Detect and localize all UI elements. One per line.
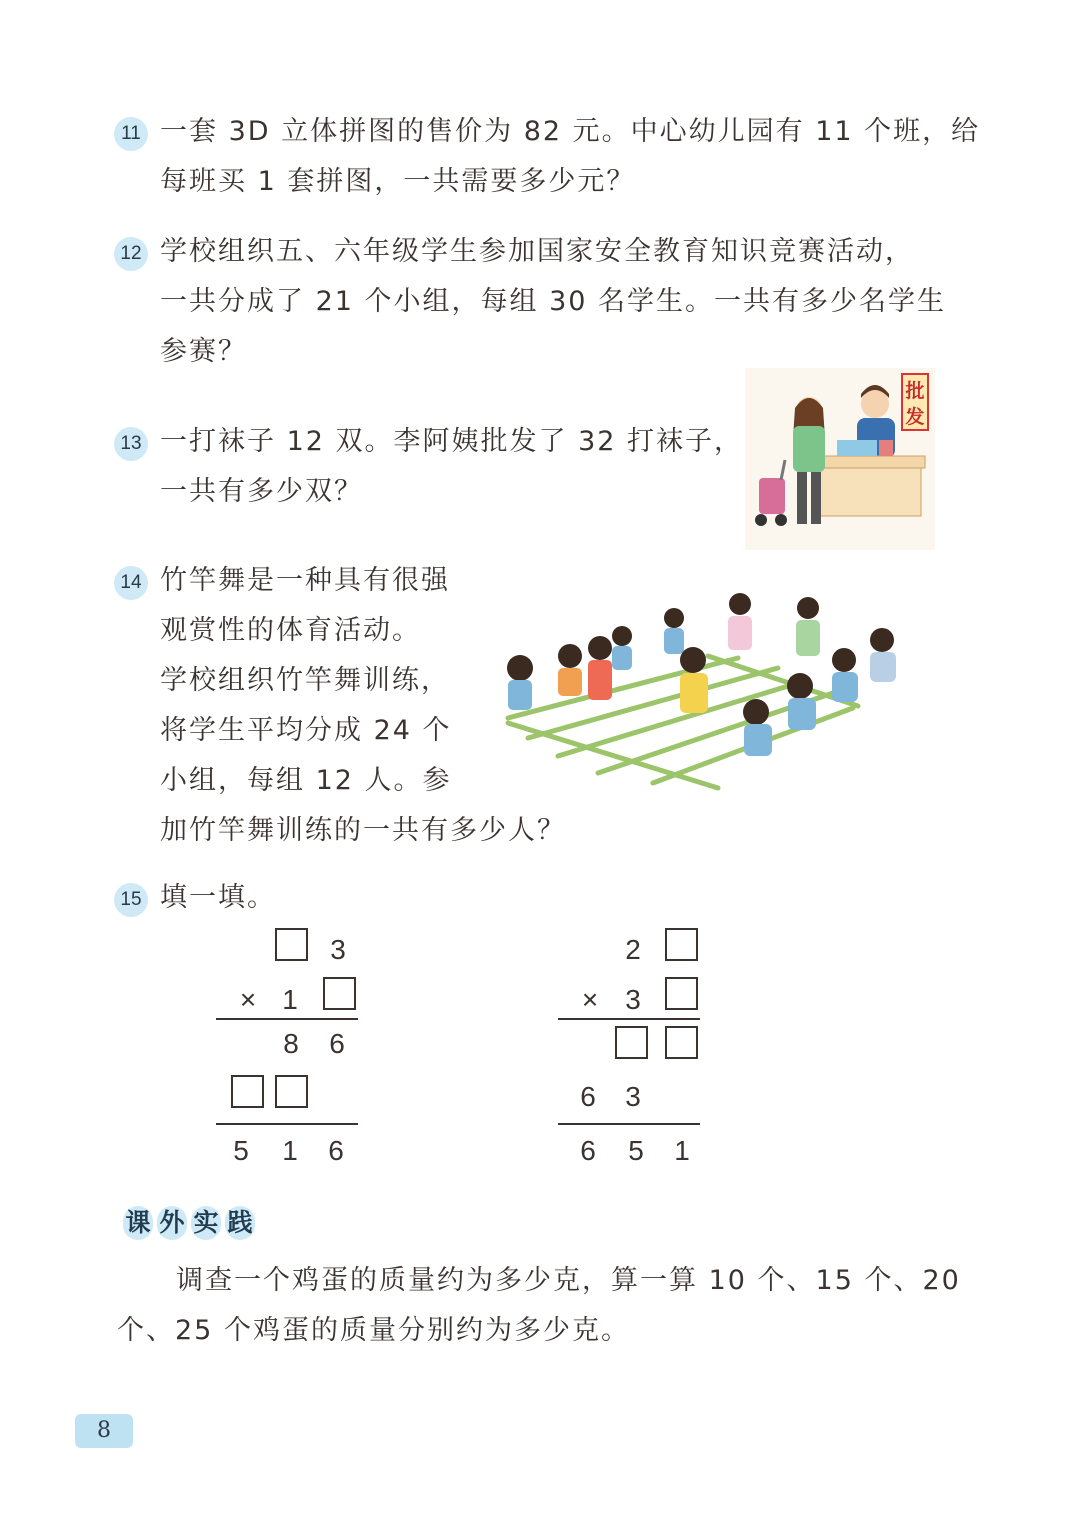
divider-line	[558, 1123, 700, 1125]
q12-line-2: 一共分成了 21 个小组，每组 30 名学生。一共有多少名学生	[160, 286, 947, 317]
q13-line-2: 一共有多少双？	[160, 476, 363, 507]
q14-line-5: 小组，每组 12 人。参	[160, 765, 452, 796]
blank-box[interactable]	[231, 1075, 264, 1108]
practice-title	[117, 1206, 261, 1242]
blank-box[interactable]	[323, 977, 356, 1010]
practice-line-1: 调查一个鸡蛋的质量约为多少克，算一算 10 个、15 个、20	[176, 1265, 961, 1296]
wholesale-illustration	[745, 368, 935, 550]
practice-title-char: 践	[225, 1206, 255, 1240]
q14-line-3: 学校组织竹竿舞训练，	[160, 665, 450, 696]
practice-title-char: 课	[123, 1206, 153, 1240]
blank-box[interactable]	[665, 977, 698, 1010]
digit: 6	[580, 1081, 596, 1112]
digit: 5	[233, 1135, 249, 1166]
divider-line	[558, 1018, 700, 1020]
blank-box[interactable]	[275, 928, 308, 961]
practice-line-2: 个、25 个鸡蛋的质量分别约为多少克。	[117, 1315, 630, 1346]
divider-line	[216, 1018, 358, 1020]
digit: 6	[328, 1135, 344, 1166]
bamboo-dance-illustration	[488, 588, 923, 793]
digit: 6	[580, 1135, 596, 1166]
practice-title-char: 实	[191, 1206, 221, 1240]
q13-line-1: 一打袜子 12 双。李阿姨批发了 32 打袜子，	[160, 426, 744, 457]
digit: 3	[625, 1081, 641, 1112]
digit: 1	[282, 984, 298, 1015]
question-number-11: 11	[114, 117, 148, 151]
q12-line-3: 参赛？	[160, 336, 247, 367]
digit: 6	[329, 1028, 345, 1059]
divider-line	[216, 1123, 358, 1125]
q14-line-2: 观赏性的体育活动。	[160, 615, 421, 646]
digit: 1	[282, 1135, 298, 1166]
wholesale-sign-char-1: 批	[905, 380, 925, 402]
question-number-13: 13	[114, 427, 148, 461]
digit: 2	[625, 934, 641, 965]
blank-box[interactable]	[665, 1026, 698, 1059]
digit: 8	[283, 1028, 299, 1059]
q14-line-1: 竹竿舞是一种具有很强	[160, 565, 450, 596]
blank-box[interactable]	[615, 1026, 648, 1059]
wholesale-sign-char-2: 发	[905, 406, 925, 428]
blank-box[interactable]	[665, 928, 698, 961]
blank-box[interactable]	[275, 1075, 308, 1108]
times-sign: ×	[239, 984, 257, 1015]
q12-line-1: 学校组织五、六年级学生参加国家安全教育知识竞赛活动，	[160, 236, 914, 267]
q15-line-1: 填一填。	[160, 882, 276, 913]
digit: 1	[674, 1135, 690, 1166]
times-sign: ×	[581, 984, 599, 1015]
practice-title-char: 外	[157, 1206, 187, 1240]
digit: 5	[628, 1135, 644, 1166]
question-number-15: 15	[114, 883, 148, 917]
q11-line-1: 一套 3D 立体拼图的售价为 82 元。中心幼儿园有 11 个班，给	[160, 116, 981, 147]
q14-line-4: 将学生平均分成 24 个	[160, 715, 452, 746]
question-number-12: 12	[114, 237, 148, 271]
question-number-14: 14	[114, 566, 148, 600]
digit: 3	[330, 934, 346, 965]
q14-line-6: 加竹竿舞训练的一共有多少人？	[160, 815, 566, 846]
digit: 3	[625, 984, 641, 1015]
q11-line-2: 每班买 1 套拼图，一共需要多少元？	[160, 166, 636, 197]
page-number: 8	[75, 1414, 133, 1448]
